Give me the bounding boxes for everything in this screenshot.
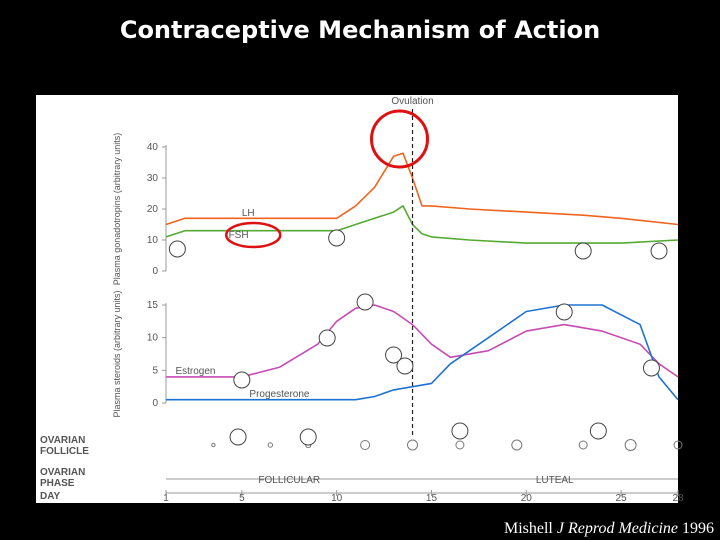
marker-14-ring xyxy=(590,423,606,439)
follicle-row-label-2: FOLLICLE xyxy=(40,446,89,457)
hormone-cycle-figure xyxy=(36,95,684,504)
marker-12b-ring xyxy=(556,304,572,320)
day-tick-label: 1 xyxy=(163,493,169,504)
day-tick-label: 20 xyxy=(520,493,532,504)
marker-6 xyxy=(329,230,345,246)
series-line-estrogen xyxy=(166,305,678,377)
y-tick-label: 10 xyxy=(146,235,158,246)
marker-11 xyxy=(452,423,468,439)
follicle-4 xyxy=(361,441,370,450)
marker-7 xyxy=(357,294,373,310)
hormone-chart xyxy=(36,95,684,504)
y-tick-label: 15 xyxy=(146,300,158,311)
series-label-fsh: FSH xyxy=(228,230,249,241)
follicle-10 xyxy=(674,441,682,449)
y-tick-label: 20 xyxy=(146,204,158,215)
marker-6-ring xyxy=(329,230,345,246)
follicle-5 xyxy=(408,440,418,450)
marker-4-ring xyxy=(300,429,316,445)
citation-year: 1996 xyxy=(682,520,714,537)
citation-journal: J Reprod Medicine xyxy=(556,520,678,537)
ovulation-label: Ovulation xyxy=(391,96,434,107)
day-row-label: DAY xyxy=(40,491,61,502)
day-tick-label: 10 xyxy=(331,493,343,504)
marker-10-ring xyxy=(397,358,413,374)
marker-16-ring xyxy=(651,243,667,259)
series-label-lh: LH xyxy=(241,208,255,219)
day-tick-label: 5 xyxy=(239,493,245,504)
marker-3 xyxy=(234,372,250,388)
y-tick-label: 5 xyxy=(152,365,158,377)
marker-16 xyxy=(651,243,667,259)
marker-12 xyxy=(575,243,591,259)
marker-1-ring xyxy=(169,241,185,257)
phase-row-label: OVARIAN xyxy=(40,467,86,478)
y-tick-label: 30 xyxy=(146,173,158,184)
y-tick-label: 10 xyxy=(146,332,158,344)
series-label-progesterone: Progesterone xyxy=(249,389,310,400)
follicle-row-label: OVARIAN xyxy=(40,435,86,446)
phase-follicular: FOLLICULAR xyxy=(258,475,321,486)
follicle-7 xyxy=(512,440,522,450)
follicle-6 xyxy=(456,441,464,449)
phase-row-label-2: PHASE xyxy=(40,478,75,489)
follicle-1 xyxy=(212,443,215,446)
marker-2-ring xyxy=(230,429,246,445)
marker-1 xyxy=(169,241,185,257)
citation xyxy=(504,520,714,538)
day-tick-label: 25 xyxy=(615,493,627,504)
citation-author: Mishell xyxy=(503,520,553,537)
phase-luteal: LUTEAL xyxy=(535,475,574,486)
y-tick-label: 0 xyxy=(152,398,158,409)
slide-title: Contraceptive Mechanism of Action xyxy=(119,16,601,44)
marker-5 xyxy=(319,330,335,346)
follicle-8 xyxy=(579,441,587,449)
marker-10 xyxy=(397,358,413,374)
marker-12-ring xyxy=(575,243,591,259)
marker-5-ring xyxy=(319,330,335,346)
marker-12b xyxy=(556,304,572,320)
marker-4 xyxy=(300,429,316,445)
marker-7-ring xyxy=(357,294,373,310)
marker-15 xyxy=(643,360,659,376)
marker-2 xyxy=(230,429,246,445)
series-label-estrogen: Estrogen xyxy=(175,366,216,377)
ovulation-highlight-circle xyxy=(372,111,428,167)
y-tick-label: 40 xyxy=(146,142,158,153)
follicle-9 xyxy=(625,440,636,451)
marker-14 xyxy=(590,423,606,439)
marker-3-ring xyxy=(234,372,250,388)
follicle-2 xyxy=(268,443,272,447)
day-tick-label: 28 xyxy=(672,493,684,504)
y-axis-label: Plasma gonadotropins (arbitrary units) xyxy=(112,132,122,286)
y-axis-label: Plasma steroids (arbitrary units) xyxy=(112,290,122,418)
marker-11-ring xyxy=(452,423,468,439)
y-tick-label: 0 xyxy=(152,266,158,277)
day-tick-label: 15 xyxy=(425,493,438,504)
marker-15-ring xyxy=(643,360,659,376)
